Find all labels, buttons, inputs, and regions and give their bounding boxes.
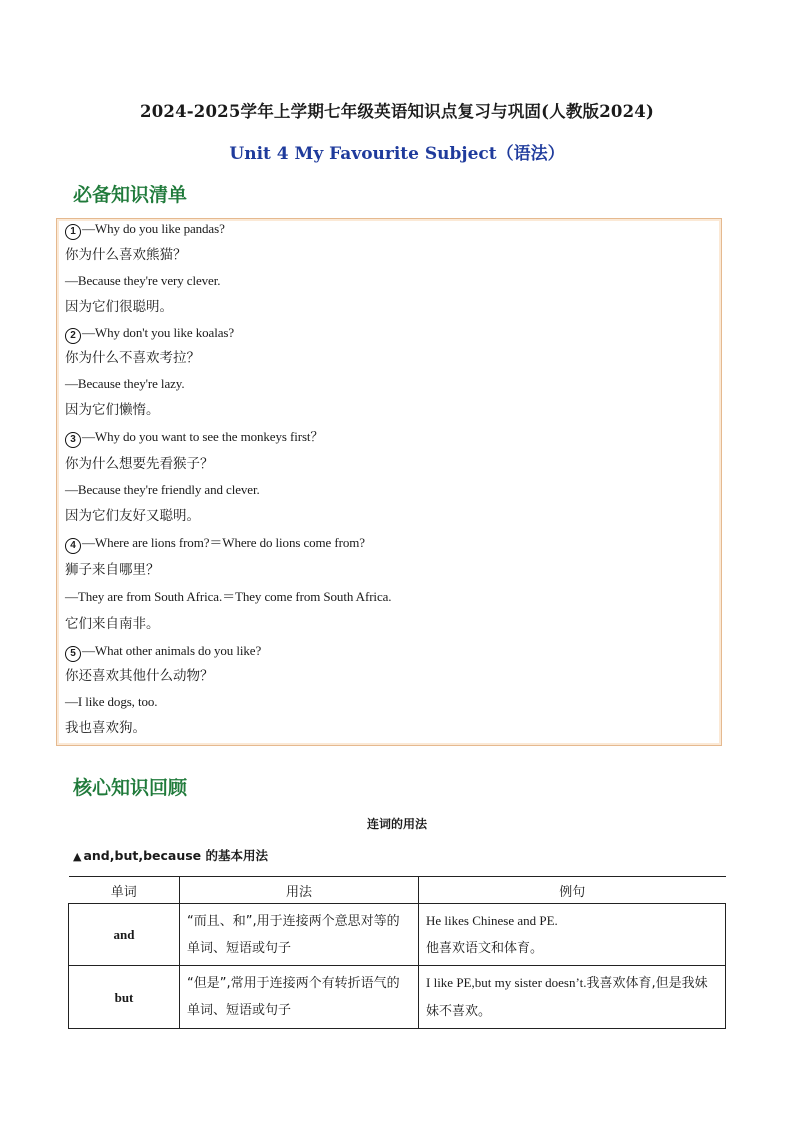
table-header-row — [69, 877, 726, 904]
dialogue-question-en: 5 —What other animals do you like? — [65, 643, 261, 662]
dialogue-question-en: 3 —Why do you want to see the monkeys first？ — [65, 429, 323, 448]
document-title: 2024-2025学年上学期七年级英语知识点复习与巩固(人教版2024) — [140, 102, 654, 121]
dialogue-answer-zh: 因为它们很聪明。 — [65, 299, 173, 315]
column-header-usage: 用法 — [180, 877, 419, 904]
document-subtitle: Unit 4 My Favourite Subject（语法） — [229, 144, 565, 164]
column-header-example: 例句 — [419, 877, 726, 904]
triangle-bullet-icon: ▲ — [73, 850, 82, 863]
dialogue-question-en: 4 —Where are lions from?＝Where do lions come from? — [65, 535, 365, 554]
dialogue-question-zh: 你为什么不喜欢考拉？ — [65, 350, 200, 366]
dialogue-answer-en: —They are from South Africa.＝They come from South Africa. — [65, 589, 392, 604]
example-zh: 我喜欢体育,但是我妹妹不喜欢。 — [426, 976, 708, 1019]
example-zh: 他喜欢语文和体育。 — [426, 941, 544, 956]
table-cell-usage: “但是”,常用于连接两个有转折语气的单词、短语或句子 — [180, 966, 419, 1029]
column-header-word: 单词 — [69, 877, 180, 904]
dialogue-question-en: 2 —Why don't you like koalas? — [65, 325, 234, 344]
dialogue-answer-zh: 因为它们懒惰。 — [65, 402, 160, 418]
table-cell-word: but — [69, 966, 180, 1029]
dialogue-answer-zh: 因为它们友好又聪明。 — [65, 508, 200, 524]
item-number-badge: 5 — [65, 646, 81, 662]
dialogue-question-zh: 你还喜欢其他什么动物？ — [65, 668, 214, 684]
dialogue-question-en: 1 —Why do you like pandas? — [65, 221, 225, 240]
item-number-badge: 1 — [65, 224, 81, 240]
table-cell-example — [419, 904, 726, 966]
dialogue-question-zh: 狮子来自哪里？ — [65, 562, 160, 578]
conjunction-usage-label: ▲ and,but,because 的基本用法 — [73, 848, 269, 863]
table-row — [69, 966, 726, 1029]
item-number-badge: 2 — [65, 328, 81, 344]
dialogue-answer-en: —Because they're friendly and clever. — [65, 482, 260, 497]
table-cell-example — [419, 966, 726, 1029]
table-caption: 连词的用法 — [366, 817, 427, 831]
dialogue-answer-en: —Because they're very clever. — [65, 273, 221, 288]
item-number-badge: 3 — [65, 432, 81, 448]
dialogue-question-zh: 你为什么想要先看猴子？ — [65, 456, 214, 472]
conjunction-table — [68, 876, 726, 1029]
section-heading-core-review: 核心知识回顾 — [73, 777, 188, 799]
dialogue-answer-en: —I like dogs, too. — [65, 694, 158, 709]
table-cell-usage: “而且、和”,用于连接两个意思对等的单词、短语或句子 — [180, 904, 419, 966]
example-en: He likes Chinese and PE. — [426, 913, 558, 928]
dialogue-answer-zh: 它们来自南非。 — [65, 616, 160, 632]
dialogue-answer-zh: 我也喜欢狗。 — [65, 720, 146, 736]
section-heading-essential-knowledge: 必备知识清单 — [73, 184, 188, 206]
table-cell-word: and — [69, 904, 180, 966]
dialogue-question-zh: 你为什么喜欢熊猫？ — [65, 247, 187, 263]
table-row — [69, 904, 726, 966]
example-en: I like PE,but my sister doesn’t. — [426, 975, 587, 990]
item-number-badge: 4 — [65, 538, 81, 554]
dialogue-answer-en: —Because they're lazy. — [65, 376, 185, 391]
